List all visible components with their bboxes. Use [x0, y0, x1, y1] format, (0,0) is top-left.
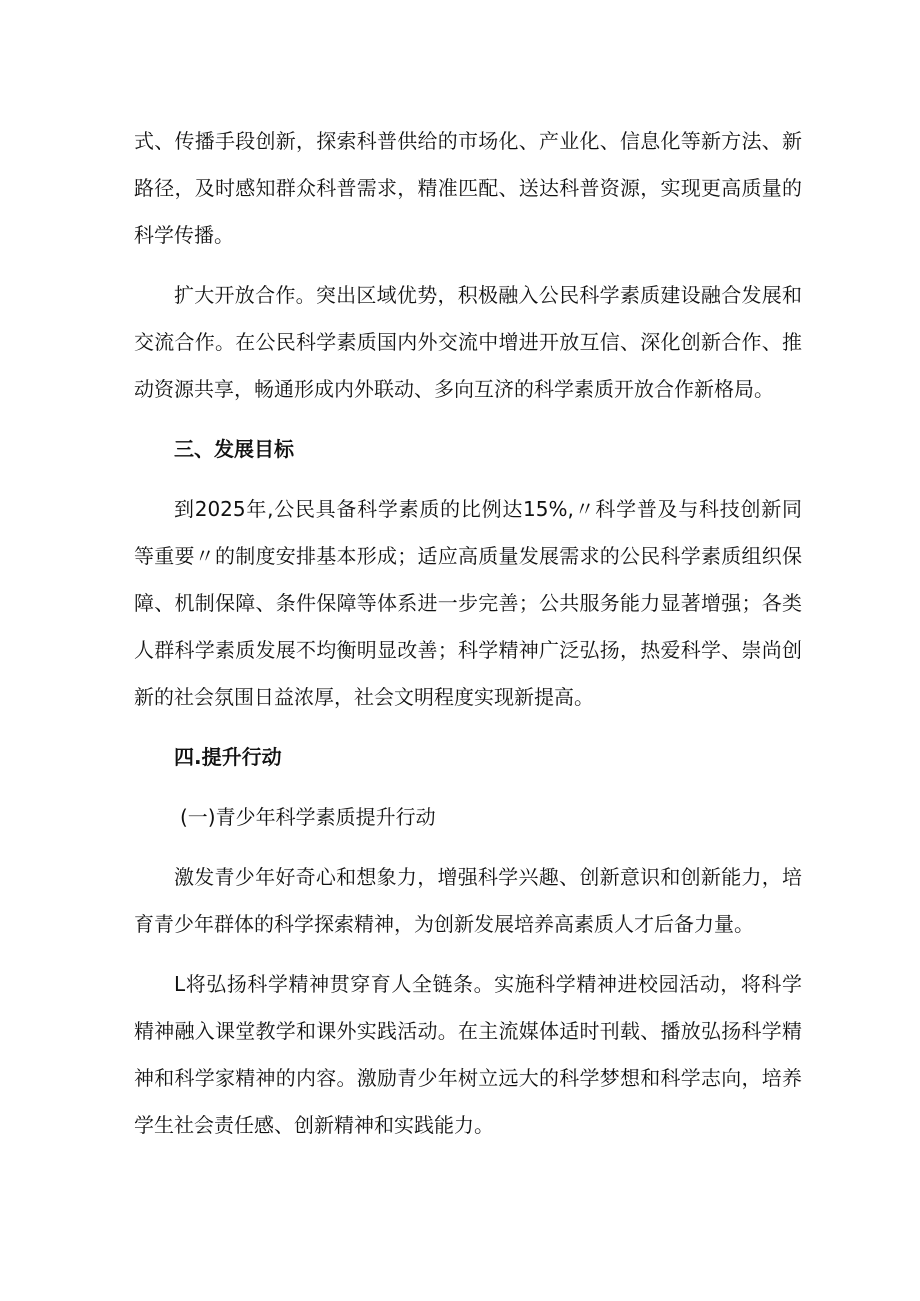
body-paragraph-scientific-spirit: L将弘扬科学精神贯穿育人全链条。实施科学精神进校园活动，将科学精神融入课堂教学和课外实践活动。在主流媒体适时刊载、播放弘扬科学精神和科学家精神的内容。激励青少年树立远大的科学梦想和科学志向，培养学生社会责任感、创新精神和实践能力。 [134, 972, 802, 1137]
body-paragraph-open-cooperation: 扩大开放合作。突出区域优势，积极融入公民科学素质建设融合发展和交流合作。在公民科学素质国内外交流中增进开放互信、深化创新合作、推动资源共享，畅通形成内外联动、多向互济的科学素质开放合作新格局。 [134, 283, 802, 401]
subsection-heading-youth-action: (一)青少年科学素质提升行动 [180, 805, 436, 829]
body-paragraph-goals: 到2025年,公民具备科学素质的比例达15%,〃科学普及与科技创新同等重要〃的制度安排基本形成；适应高质量发展需求的公民科学素质组织保障、机制保障、条件保障等体系进一步完善；公共服务能力显著增强；各类人群科学素质发展不均衡明显改善；科学精神广泛弘扬，热爱科学、崇尚创新的社会氛围日益浓厚，社会文明程度实现新提高。 [134, 497, 802, 709]
body-paragraph-1: 式、传播手段创新，探索科普供给的市场化、产业化、信息化等新方法、新路径，及时感知群众科普需求，精准匹配、送达科普资源，实现更高质量的科学传播。 [134, 129, 802, 247]
section-heading-improvement-actions: 四.提升行动 [174, 745, 282, 769]
section-heading-development-goals: 三、发展目标 [174, 437, 294, 461]
body-paragraph-youth-curiosity: 激发青少年好奇心和想象力，增强科学兴趣、创新意识和创新能力，培育青少年群体的科学探索精神，为创新发展培养高素质人才后备力量。 [134, 865, 802, 936]
